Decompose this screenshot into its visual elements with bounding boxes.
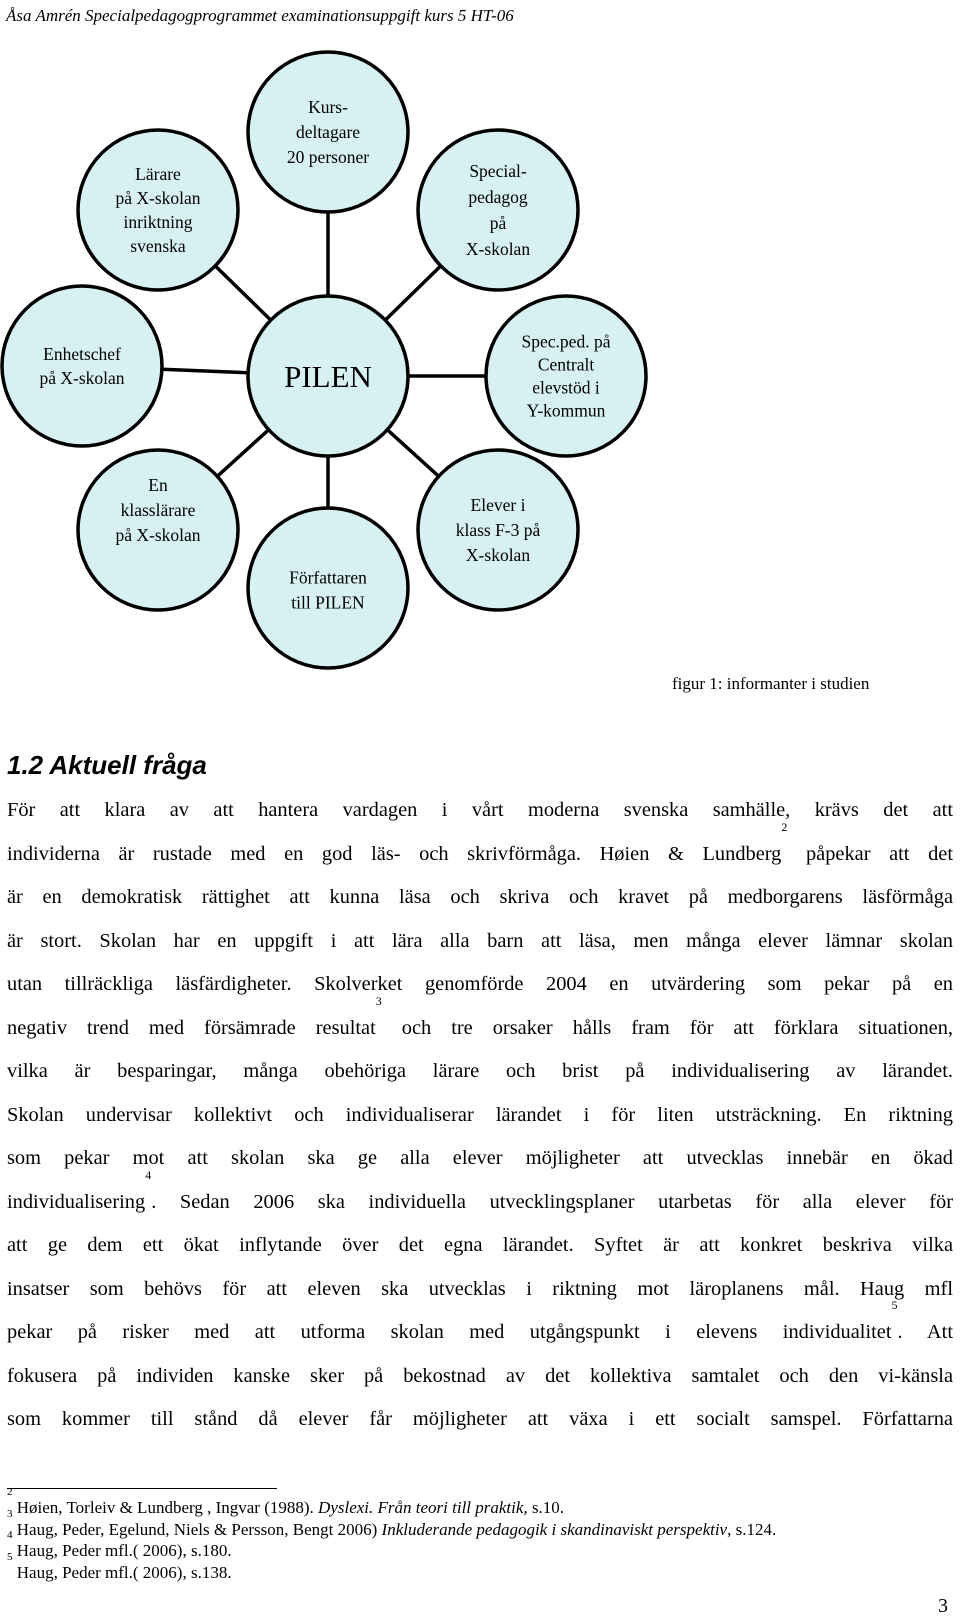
footnote-text: Haug, Peder mfl.( 2006), s.138. bbox=[16, 1562, 232, 1582]
node-circle bbox=[2, 286, 162, 446]
footnote-ref[interactable]: 3 bbox=[375, 993, 382, 1008]
text-line bbox=[7, 963, 953, 1007]
node-label-line: X-skolan bbox=[465, 239, 531, 259]
node-kursdeltagare bbox=[248, 52, 408, 212]
text-segment: individualisering bbox=[7, 1190, 146, 1213]
informant-diagram bbox=[0, 0, 960, 700]
connector-line-specialpedagog bbox=[385, 266, 441, 320]
node-label-line: svenska bbox=[130, 236, 186, 256]
node-label-line: Centralt bbox=[537, 354, 595, 375]
text-segment: som kommer till stånd då elever får möjligheter att växa i ett socialt samspel. Författarna bbox=[7, 1408, 953, 1430]
text-line bbox=[7, 876, 953, 920]
text-segment: utan tillräckliga läsfärdigheter. Skolverket genomförde 2004 en utvärdering som pekar på en bbox=[7, 973, 953, 995]
page-number: 3 bbox=[938, 1595, 948, 1617]
node-label-line: på bbox=[489, 213, 507, 233]
figure-caption: figur 1: informanter i studien bbox=[672, 674, 870, 693]
node-elever bbox=[418, 450, 578, 610]
node-label-line: Lärare bbox=[135, 164, 181, 184]
center-node bbox=[248, 296, 408, 456]
node-label-line: En bbox=[148, 475, 168, 495]
node-label-line: elevstöd i bbox=[532, 377, 600, 398]
node-label-line: Y-kommun bbox=[526, 400, 606, 421]
text-segment: För att klara av att hantera vardagen i vårt moderna svenska samhälle, krävs det att bbox=[7, 799, 953, 821]
connector-line-klasslarare bbox=[217, 430, 268, 477]
footnote-number: 2 bbox=[7, 1486, 13, 1498]
text-line bbox=[7, 1050, 953, 1094]
footnote bbox=[7, 1486, 776, 1519]
text-segment: påpekar att det bbox=[787, 842, 953, 865]
text-segment: Skolan undervisar kollektivt och individualiserar lärandet i för liten utsträckning. En riktning bbox=[7, 1103, 953, 1126]
text-line bbox=[7, 993, 953, 1051]
node-circle bbox=[248, 508, 408, 668]
section-heading: 1.2 Aktuell fråga bbox=[7, 750, 207, 780]
node-larare bbox=[78, 130, 238, 290]
text-line bbox=[7, 789, 953, 833]
node-circle bbox=[486, 296, 646, 456]
connector-line-elever bbox=[387, 430, 438, 477]
node-label-line: klass F-3 på bbox=[455, 520, 541, 540]
text-segment: negativ trend med försämrade resultat bbox=[7, 1016, 376, 1039]
text-line bbox=[7, 1224, 953, 1268]
text-segment: är stort. Skolan har en uppgift i att lära alla barn att läsa, men många elever lämnar skolan bbox=[7, 929, 953, 952]
footnote-ref[interactable]: 4 bbox=[145, 1167, 152, 1182]
text-segment: som pekar mot att skolan ska ge alla elever möjligheter att utvecklas innebär en ökad bbox=[7, 1147, 953, 1169]
node-label-line: Enhetschef bbox=[43, 344, 121, 364]
footnote-ref[interactable]: 2 bbox=[781, 819, 788, 834]
node-enhetschef bbox=[2, 286, 162, 446]
node-specped bbox=[486, 296, 646, 456]
text-segment: att ge dem ett ökat inflytande över det egna lärandet. Syftet är att konkret beskriva vilka bbox=[7, 1234, 953, 1256]
page-header: Åsa Amrén Specialpedagogprogrammet examinationsuppgift kurs 5 HT-06 bbox=[6, 6, 514, 25]
node-label-line: på X-skolan bbox=[115, 525, 201, 545]
footnote-divider bbox=[7, 1488, 277, 1489]
node-label-line: Kurs- bbox=[308, 97, 348, 117]
node-label-line: Författaren bbox=[289, 567, 367, 588]
diagram-nodes bbox=[2, 52, 646, 668]
text-segment: pekar på risker med att utforma skolan med utgångspunkt i elevens individualitet bbox=[7, 1321, 892, 1343]
footnote-text: Høien, Torleiv & Lundberg , Ingvar (1988). bbox=[16, 1498, 319, 1517]
body-paragraph bbox=[7, 789, 953, 1442]
node-circle bbox=[78, 130, 238, 290]
node-label-line: Elever i bbox=[470, 495, 526, 515]
footnote-text: Haug, Peder, Egelund, Niels & Persson, Bengt 2006) bbox=[16, 1519, 382, 1539]
node-specialpedagog bbox=[418, 130, 578, 290]
footnote-number: 5 bbox=[7, 1550, 13, 1563]
text-line bbox=[7, 1167, 953, 1225]
node-label-line: Special- bbox=[469, 161, 527, 181]
footnote-ref[interactable]: 5 bbox=[891, 1298, 898, 1312]
node-label-line: X-skolan bbox=[465, 545, 531, 565]
node-label-line: Spec.ped. på bbox=[521, 331, 611, 352]
node-label-line: till PILEN bbox=[291, 592, 365, 613]
footnote-number: 3 bbox=[7, 1507, 13, 1520]
text-line bbox=[7, 1398, 953, 1442]
footnote-number: 4 bbox=[7, 1529, 13, 1542]
node-label-line: klasslärare bbox=[120, 500, 196, 520]
node-label-line: inriktning bbox=[123, 212, 193, 232]
node-circle bbox=[418, 130, 578, 290]
footnote-title: Dyslexi. Från teori till praktik, bbox=[318, 1498, 528, 1517]
node-klasslarare bbox=[78, 450, 238, 610]
node-label-line: pedagog bbox=[468, 187, 528, 207]
text-line bbox=[7, 1094, 953, 1138]
center-label: PILEN bbox=[284, 359, 372, 394]
connector-line-enhetschef bbox=[162, 369, 248, 373]
text-line bbox=[7, 1268, 953, 1312]
node-label-line: på X-skolan bbox=[115, 188, 201, 208]
node-label-line: 20 personer bbox=[286, 147, 370, 167]
text-line bbox=[7, 1355, 953, 1399]
footnote-text: Haug, Peder mfl.( 2006), s.180. bbox=[16, 1541, 232, 1561]
text-segment: är en demokratisk rättighet att kunna läsa och skriva och kravet på medborgarens läsförmåga bbox=[7, 886, 953, 908]
node-label-line: på X-skolan bbox=[39, 368, 125, 388]
text-line bbox=[7, 1298, 953, 1355]
text-segment: individerna är rustade med en god läs- och skrivförmåga. Høien & Lundberg bbox=[7, 842, 782, 865]
connector-line-larare bbox=[215, 266, 271, 320]
node-label-line: deltagare bbox=[295, 122, 361, 142]
text-line bbox=[7, 819, 953, 877]
footnote-text: s.10. bbox=[527, 1498, 565, 1517]
text-segment: vilka är besparingar, många obehöriga lärare och brist på individualisering av lärandet. bbox=[7, 1060, 953, 1082]
text-line bbox=[7, 920, 953, 964]
text-segment: insatser som behövs för att eleven ska utvecklas i riktning mot läroplanens mål. Haug mfl bbox=[7, 1277, 953, 1300]
text-segment: . Sedan 2006 ska individuella utvecklingsplaner utarbetas för alla elever för bbox=[151, 1190, 953, 1213]
footnotes bbox=[7, 1486, 777, 1583]
footnote-title: Inkluderande pedagogik i skandinaviskt perspektiv bbox=[381, 1519, 728, 1539]
text-segment: fokusera på individen kanske sker på bekostnad av det kollektiva samtalet och den vi-känsla bbox=[7, 1364, 953, 1387]
text-segment: . Att bbox=[897, 1321, 953, 1343]
text-segment: och tre orsaker hålls fram för att förklara situationen, bbox=[381, 1016, 953, 1039]
node-forfattaren bbox=[248, 508, 408, 668]
footnote-text: , s.124. bbox=[727, 1519, 777, 1539]
